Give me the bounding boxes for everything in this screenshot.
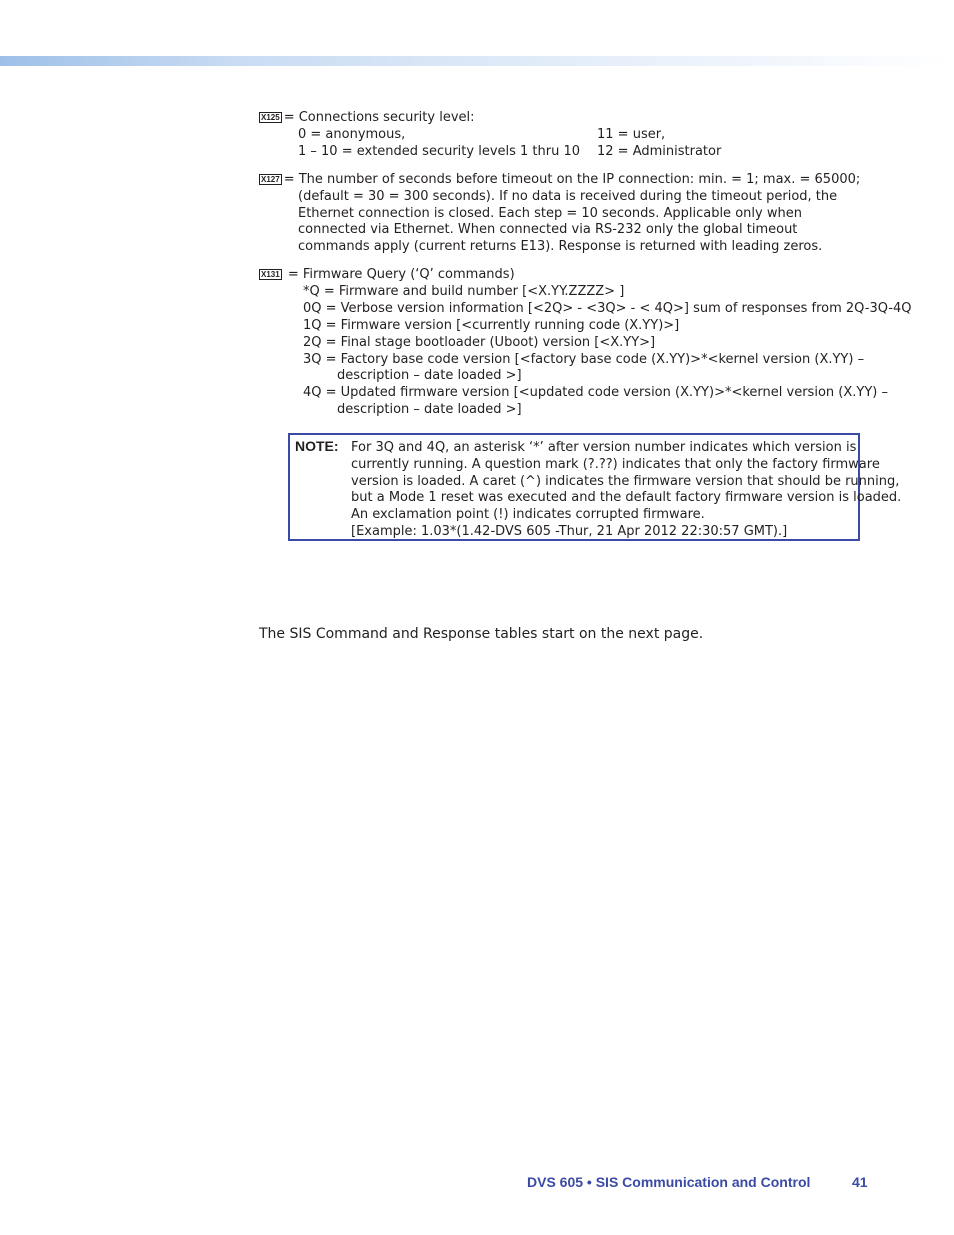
footer-title: DVS 605 • SIS Communication and Control [527,1174,811,1190]
x131-line: 2Q = Final stage bootloader (Uboot) version [<X.YY>] [303,335,656,350]
x127-line: commands apply (current returns E13). Response is returned with leading zeros. [298,239,823,254]
x127-line: connected via Ethernet. When connected via RS-232 only the global timeout [298,222,798,237]
note-line: but a Mode 1 reset was executed and the default factory firmware version is loaded. [351,490,902,505]
x131-line: description – date loaded >] [337,368,522,383]
x127-line: (default = 30 = 300 seconds). If no data is received during the timeout period, the [298,189,838,204]
x131-line: 3Q = Factory base code version [<factory base code (X.YY)>*<kernel version (X.YY) – [303,352,865,367]
x127-variable-tag: X127 [261,175,280,184]
note-label: NOTE: [295,438,339,454]
page-number: 41 [852,1174,868,1190]
x125-definition [259,109,475,126]
x125-variable-tag: X125 [261,113,280,122]
note-line: For 3Q and 4Q, an asterisk ‘*’ after version number indicates which version is [351,440,857,455]
x125-option-user: 11 = user, [597,127,666,142]
x127-line: = The number of seconds before timeout on the IP connection: min. = 1; max. = 65000; [283,172,861,187]
x125-option-admin: 12 = Administrator [597,144,722,159]
x125-description: = Connections security level: [283,110,475,125]
x127-definition [259,171,860,188]
note-line: [Example: 1.03*(1.42-DVS 605 -Thur, 21 Apr 2012 22:30:57 GMT).] [351,524,788,539]
continuation-text: The SIS Command and Response tables start on the next page. [259,626,704,642]
x127-line: Ethernet connection is closed. Each step = 10 seconds. Applicable only when [298,206,802,221]
x131-description: = Firmware Query (‘Q’ commands) [287,267,515,282]
x125-option-anonymous: 0 = anonymous, [298,127,406,142]
x131-line: *Q = Firmware and build number [<X.YY.ZZZZ> ] [303,284,625,299]
x131-line: description – date loaded >] [337,402,522,417]
note-line: An exclamation point (!) indicates corrupted firmware. [351,507,705,522]
header-gradient-bar [0,56,954,66]
note-line: version is loaded. A caret (^) indicates the firmware version that should be running, [351,474,900,489]
x131-variable-tag: X131 [261,270,280,279]
note-line: currently running. A question mark (?.??) indicates that only the factory firmware [351,457,880,472]
x131-definition [259,266,515,283]
x131-line: 0Q = Verbose version information [<2Q> - <3Q> - < 4Q>] sum of responses from 2Q-3Q-4Q [303,301,912,316]
x131-line: 4Q = Updated firmware version [<updated code version (X.YY)>*<kernel version (X.YY) – [303,385,888,400]
x131-line: 1Q = Firmware version [<currently running code (X.YY)>] [303,318,680,333]
x125-option-extended: 1 – 10 = extended security levels 1 thru 10 [298,144,581,159]
